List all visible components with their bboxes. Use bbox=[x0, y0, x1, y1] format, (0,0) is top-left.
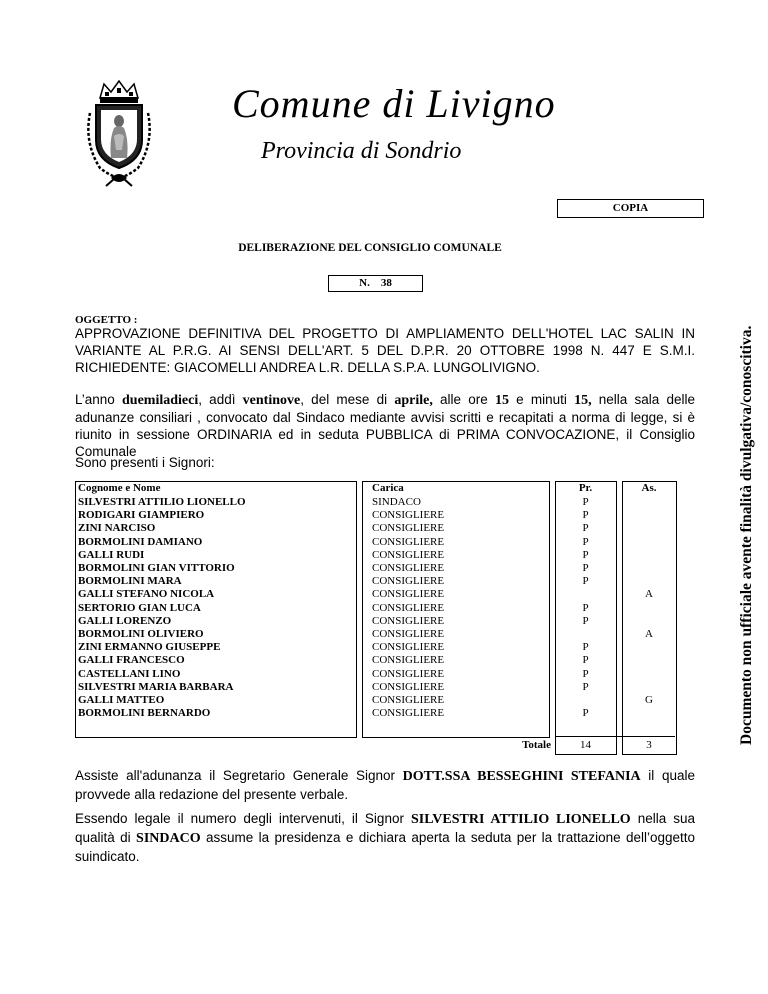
row-carica: CONSIGLIERE bbox=[372, 654, 445, 667]
row-nome: GALLI FRANCESCO bbox=[78, 654, 185, 667]
oggetto-text: APPROVAZIONE DEFINITIVA DEL PROGETTO DI AMPLIAMENTO DELL'HOTEL LAC SALIN IN VARIANTE AL P.R.G. AI SENSI DELL'ART. 5 DEL D.P.R. 20 OTTOBRE 1998 N. 447 E S.M.I. RICHIEDENTE: GIACOMELLI ANDREA L.R. DELLA S.P.A. LUNGOLIVIGNO. bbox=[75, 326, 695, 375]
row-presente: P bbox=[582, 522, 589, 535]
totale-label: Totale bbox=[522, 739, 551, 751]
intro-anno: duemiladieci bbox=[122, 393, 199, 408]
intro-ore: 15 bbox=[494, 393, 509, 408]
assiste-text: Assiste all'adunanza il Segretario Generale Signor bbox=[75, 768, 403, 783]
copia-box: COPIA bbox=[557, 199, 704, 218]
row-nome: GALLI RUDI bbox=[78, 548, 145, 561]
intro-mese: aprile, bbox=[394, 393, 433, 408]
row-nome: ZINI NARCISO bbox=[78, 522, 156, 535]
row-nome: BORMOLINI GIAN VITTORIO bbox=[78, 562, 235, 574]
row-carica: CONSIGLIERE bbox=[372, 680, 445, 693]
row-carica: CONSIGLIERE bbox=[372, 535, 445, 548]
row-presente: P bbox=[582, 548, 589, 561]
row-presente: P bbox=[582, 496, 589, 508]
row-nome: CASTELLANI LINO bbox=[78, 667, 181, 680]
essendo-paragraph bbox=[75, 810, 695, 866]
row-nome: BORMOLINI DAMIANO bbox=[78, 535, 203, 548]
row-nome: RODIGARI GIAMPIERO bbox=[78, 509, 205, 522]
row-nome: SILVESTRI MARIA BARBARA bbox=[78, 680, 234, 693]
row-assente: A bbox=[645, 588, 653, 601]
row-carica: CONSIGLIERE bbox=[372, 614, 445, 627]
essendo-text: assume la presidenza e dichiara aperta la seduta per la trattazione dell’oggetto suindicato. bbox=[75, 830, 696, 864]
row-carica: CONSIGLIERE bbox=[372, 707, 445, 720]
side-disclaimer: Documento non ufficiale avente finalità divulgativa/conoscitiva. bbox=[738, 325, 755, 745]
intro-text: L’anno bbox=[75, 392, 122, 407]
row-carica: CONSIGLIERE bbox=[372, 694, 445, 706]
as-column-box bbox=[622, 481, 677, 755]
segretario-name: DOTT.SSA BESSEGHINI STEFANIA bbox=[402, 769, 641, 784]
intro-paragraph bbox=[75, 391, 695, 460]
row-presente: P bbox=[582, 680, 589, 693]
row-presente: P bbox=[582, 614, 589, 627]
row-presente: P bbox=[582, 562, 589, 574]
presidente-name: SILVESTRI ATTILIO LIONELLO bbox=[410, 812, 631, 827]
provincia-subtitle: Provincia di Sondrio bbox=[261, 138, 462, 164]
intro-giorno: ventinove bbox=[242, 393, 301, 408]
row-presente: P bbox=[582, 667, 589, 680]
row-carica: CONSIGLIERE bbox=[372, 548, 445, 561]
essendo-text: nella sua qualità di bbox=[75, 811, 695, 845]
row-carica: CONSIGLIERE bbox=[372, 628, 445, 640]
header-as: As. bbox=[641, 482, 657, 494]
row-nome: SERTORIO GIAN LUCA bbox=[78, 601, 201, 614]
intro-text: e minuti bbox=[508, 392, 575, 407]
row-carica: CONSIGLIERE bbox=[372, 575, 445, 588]
assiste-text: il quale provvede alla redazione del presente verbale. bbox=[75, 768, 695, 802]
row-nome: GALLI STEFANO NICOLA bbox=[78, 588, 215, 601]
row-presente: P bbox=[582, 575, 589, 588]
oggetto-label: OGGETTO : bbox=[75, 314, 138, 326]
assiste-paragraph bbox=[75, 767, 695, 804]
row-presente: P bbox=[582, 509, 589, 522]
row-nome: GALLI MATTEO bbox=[78, 694, 165, 706]
row-carica: CONSIGLIERE bbox=[372, 667, 445, 680]
essendo-text: Essendo legale il numero degli intervenuti, il Signor bbox=[75, 811, 411, 826]
row-carica: CONSIGLIERE bbox=[372, 601, 445, 614]
row-assente: G bbox=[645, 694, 653, 706]
header-pr: Pr. bbox=[578, 482, 593, 494]
row-carica: CONSIGLIERE bbox=[372, 588, 445, 601]
row-presente: P bbox=[582, 601, 589, 614]
row-nome: BORMOLINI BERNARDO bbox=[78, 707, 211, 720]
row-carica: CONSIGLIERE bbox=[372, 562, 445, 574]
intro-text: alle ore bbox=[432, 392, 495, 407]
row-carica: CONSIGLIERE bbox=[372, 509, 445, 522]
row-carica: SINDACO bbox=[372, 496, 421, 508]
row-nome: BORMOLINI OLIVIERO bbox=[78, 628, 204, 640]
row-assente: A bbox=[645, 628, 653, 640]
totale-presenti: 14 bbox=[580, 739, 591, 751]
deliberazione-title: DELIBERAZIONE DEL CONSIGLIO COMUNALE bbox=[238, 242, 502, 254]
totale-divider bbox=[615, 736, 622, 737]
row-presente: P bbox=[582, 707, 589, 720]
intro-text: , addì bbox=[198, 392, 243, 407]
header-carica: Carica bbox=[372, 482, 404, 494]
header-nome: Cognome e Nome bbox=[78, 482, 161, 494]
presidente-qualita: SINDACO bbox=[136, 831, 201, 846]
row-carica: CONSIGLIERE bbox=[372, 641, 445, 654]
presenti-label: Sono presenti i Signori: bbox=[75, 455, 215, 470]
row-presente: P bbox=[582, 535, 589, 548]
intro-text: , del mese di bbox=[300, 392, 395, 407]
row-carica: CONSIGLIERE bbox=[372, 522, 445, 535]
row-presente: P bbox=[582, 654, 589, 667]
intro-minuti: 15, bbox=[574, 393, 592, 408]
comune-title: Comune di Livigno bbox=[232, 81, 556, 126]
row-nome: SILVESTRI ATTILIO LIONELLO bbox=[78, 496, 246, 508]
row-nome: BORMOLINI MARA bbox=[78, 575, 182, 588]
row-nome: GALLI LORENZO bbox=[78, 614, 172, 627]
deliberazione-number: N. 38 bbox=[328, 275, 423, 292]
intro-text: nella sala delle adunanze consiliari , convocato dal Sindaco mediante avvisi scritti e recapitati a norma di legge, si è riunito in sessione ORDINARIA ed in seduta PUBBLICA di PRIMA CONVOCAZIONE, il Consiglio Comunale bbox=[75, 392, 696, 459]
municipal-crest-icon bbox=[78, 78, 160, 188]
totale-assenti: 3 bbox=[646, 739, 652, 751]
row-presente: P bbox=[582, 641, 589, 654]
row-nome: ZINI ERMANNO GIUSEPPE bbox=[78, 641, 221, 654]
